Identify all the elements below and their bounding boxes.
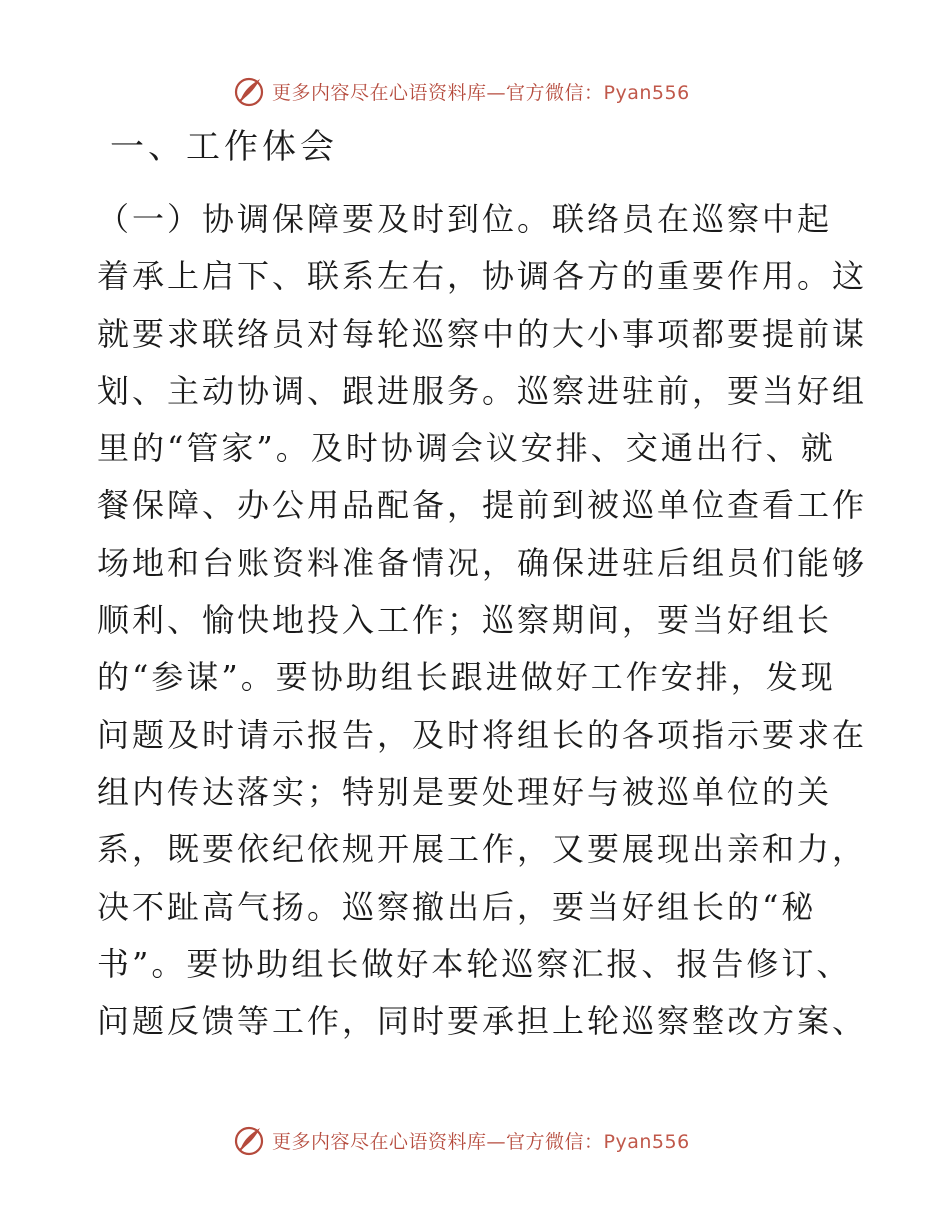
text-line: 问题及时请示报告，及时将组长的各项指示要求在	[97, 715, 868, 754]
quill-logo-icon	[232, 74, 266, 108]
wechat-id: Pyan556	[603, 1130, 690, 1153]
wechat-id: Pyan556	[603, 81, 690, 104]
section-heading: 一、工作体会	[110, 127, 338, 167]
watermark-text: 更多内容尽在心语资料库—官方微信：Pyan556	[272, 81, 690, 104]
text-line: 系，既要依纪依规开展工作，又要展现出亲和力，	[97, 830, 868, 869]
text-line: 餐保障、办公用品配备，提前到被巡单位查看工作	[97, 486, 868, 525]
text-line: （一）协调保障要及时到位。联络员在巡察中起	[97, 200, 833, 238]
text-line: 顺利、愉快地投入工作；巡察期间，要当好组长	[97, 601, 833, 640]
text-line: 场地和台账资料准备情况，确保进驻后组员们能够	[97, 543, 868, 582]
text-line: 决不趾高气扬。巡察撤出后，要当好组长的“秘	[97, 887, 817, 926]
text-line: 组内传达落实；特别是要处理好与被巡单位的关	[97, 772, 833, 811]
text-line: 着承上启下、联系左右，协调各方的重要作用。这	[97, 257, 868, 296]
text-line: 就要求联络员对每轮巡察中的大小事项都要提前谋	[97, 314, 868, 353]
header-watermark	[232, 73, 690, 109]
text-line: 书”。要协助组长做好本轮巡察汇报、报告修订、	[97, 944, 852, 983]
quill-logo-icon	[232, 1123, 266, 1157]
text-line: 里的“管家”。及时协调会议安排、交通出行、就	[97, 429, 836, 468]
text-line: 划、主动协调、跟进服务。巡察进驻前，要当好组	[97, 371, 868, 410]
text-line: 的“参谋”。要协助组长跟进做好工作安排，发现	[97, 658, 836, 697]
watermark-text: 更多内容尽在心语资料库—官方微信：Pyan556	[272, 1130, 690, 1153]
body-paragraph	[97, 191, 868, 1050]
footer-watermark	[232, 1122, 690, 1158]
text-line: 问题反馈等工作，同时要承担上轮巡察整改方案、	[97, 1002, 868, 1041]
